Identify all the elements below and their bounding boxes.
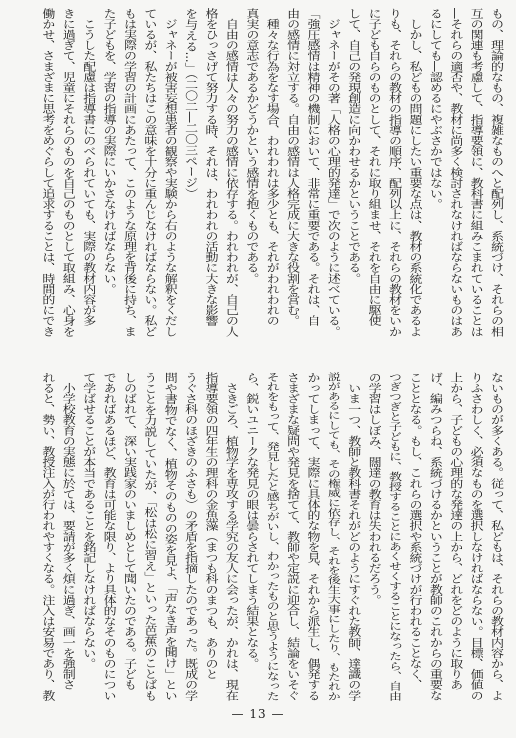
text-block-top bbox=[36, 8, 505, 343]
text-line: るにしても―認めるにやぶさかではない。 bbox=[426, 8, 442, 210]
text-line: ないものが多くある。従って、私どもは、それらの教材内容から、よ bbox=[488, 372, 503, 701]
quote-line: を与える…」（二〇二―二〇三ページ） bbox=[182, 8, 198, 199]
text-line: りも、それらの教材の指導の順序、配列以上に、それらの教材をいか bbox=[386, 8, 402, 337]
text-line: であればあるほど、教育は可能な限り、より具体的なそのものについ bbox=[100, 372, 116, 701]
text-line: 働かせ、さまざまに思考をめぐらして追求することは、時間的にでき bbox=[39, 8, 55, 337]
text-line: 説があるにしても、その権威に依存し、それを後生大事にしたり、もたれか bbox=[324, 372, 340, 701]
text-line: 問や書物でなく、植物そのものの姿を見よ、「声なき声を聞け」とい bbox=[161, 372, 177, 701]
text-line: げ、編みつらね、系統づけるかということが教師のこれからの重要な bbox=[426, 372, 442, 701]
text-block-bottom bbox=[36, 372, 505, 707]
text-line: しかし、私どもの問題にしたい重要な点は、教材の系統化であるよ bbox=[406, 8, 422, 337]
text-line: て学ばせることが本当であることを銘記しなければならない。 bbox=[80, 372, 96, 669]
text-line: の学習はしぼみ、闊達の教育は失われるだろう。 bbox=[365, 372, 381, 606]
quote-line: 「強圧感情は精神の機制において、非常に重要である。それは、自 bbox=[304, 8, 320, 326]
text-line: かってしまって、実際に具体的な物を見、それから派生し、偶発する bbox=[304, 372, 320, 701]
text-line: それをもって、発見したと感ちがいし、わかったものと思うようになった bbox=[263, 372, 279, 701]
text-line: さまざまな疑問や発見を捨てて、教師や定説に迎合し、結論をいそぐ bbox=[284, 372, 300, 701]
quote-line: 自由の感情は人々の努力の感情に依存する。われわれが、自己の人 bbox=[222, 8, 238, 337]
text-line: ら、鋭いユニークな発見の眼は曇らされてしまう結果となる。 bbox=[243, 372, 259, 669]
quote-line: 格をひっさげて努力する時、それは、われわれの活動に大きな影響 bbox=[202, 8, 218, 326]
text-line: きに過ぎて、児童にそれらのものを自己のものとして取組み、心身を bbox=[59, 8, 75, 337]
text-line: うことを力説していたが、「松は松に習え」といった芭蕉のことばも bbox=[141, 372, 157, 701]
text-line: ジャネーがその著「人格の心理的発達」で次のように述べている。 bbox=[324, 8, 340, 337]
text-line: に子ども自らのものとして、それに取り組ませ、それを自由に駆使 bbox=[365, 8, 381, 326]
text-line: しのばれて、深い実践家のいましめとして聞いたのである。子ども bbox=[120, 372, 136, 690]
text-line: もの、理論的なもの、複雑なものへと配列し、系統づけ、それらの相 bbox=[488, 8, 503, 337]
text-line: ているが、私たちはこの意味を十分に重んじなければならない。私ど bbox=[141, 8, 157, 337]
text-line: いま一つ、教師と教科書それがどのようにすぐれた教師、達識の学 bbox=[345, 372, 361, 701]
text-line: 指導要領の四年生の理科の金魚藻（まつも科のまつも、ありのと bbox=[202, 372, 218, 680]
text-line: こととなる。もし、これらの選択や系統づけが行われることなく、 bbox=[406, 372, 422, 690]
text-line: 互の関連も考慮して、指導要領に、教科書に組みこまれていることは bbox=[467, 8, 483, 337]
text-line: して、自己の発現創造に向かわせるかということである。 bbox=[345, 8, 361, 284]
text-line: れると、勢い、教授注入が行われやすくなる。注入は安易であり、教 bbox=[39, 372, 55, 701]
quote-line: 真実の意志であるかどうかという感情を抱くものである。 bbox=[243, 8, 259, 284]
text-line: 上から、子どもの心理的な発達の上から、どれをどのように取りあ bbox=[447, 372, 463, 690]
text-line: ジャネーが被害妄想患者の観察や実験から右のような解釈をくだし bbox=[161, 8, 177, 337]
page-number: — 13 — bbox=[231, 707, 285, 721]
text-line: うぐさ科のほざきのふさも）の矛盾を指摘したのであった。既成の学 bbox=[182, 372, 198, 701]
text-line: ―それらの適否や、教材に尚多く検討されなければならないものはあ bbox=[447, 8, 463, 337]
text-line: さきごろ、植物学を専攻する学究の友人に会ったが、かれは、現在 bbox=[222, 372, 238, 701]
text-line: た子どもを、学習の指導の実際にいかさなければならない。 bbox=[100, 8, 116, 295]
text-line: もは実際の学習の計画にあたって、このような原理を背後に持ち、ま bbox=[120, 8, 136, 337]
text-line: 小学校教育の実態に於ては、要請が多く煩に過ぎ、画一を強制さ bbox=[59, 372, 75, 690]
text-line: こうした配慮は指導書にのべられていても、実際の教材内容が多 bbox=[80, 8, 96, 326]
quote-line: 由の感情に対立する。自由の感情は人格完成に大きな役割を営む。 bbox=[284, 8, 300, 326]
text-line: つぎつぎと子どもに、教授することにあくせくすることになったら、自由 bbox=[386, 372, 402, 701]
quote-line: 種々な行為をなす場合、われわれは多少とも、それがわれわれの bbox=[263, 8, 279, 326]
text-line: りふさわしく、必須なものを選択しなければならない。目標、価値の bbox=[467, 372, 483, 701]
